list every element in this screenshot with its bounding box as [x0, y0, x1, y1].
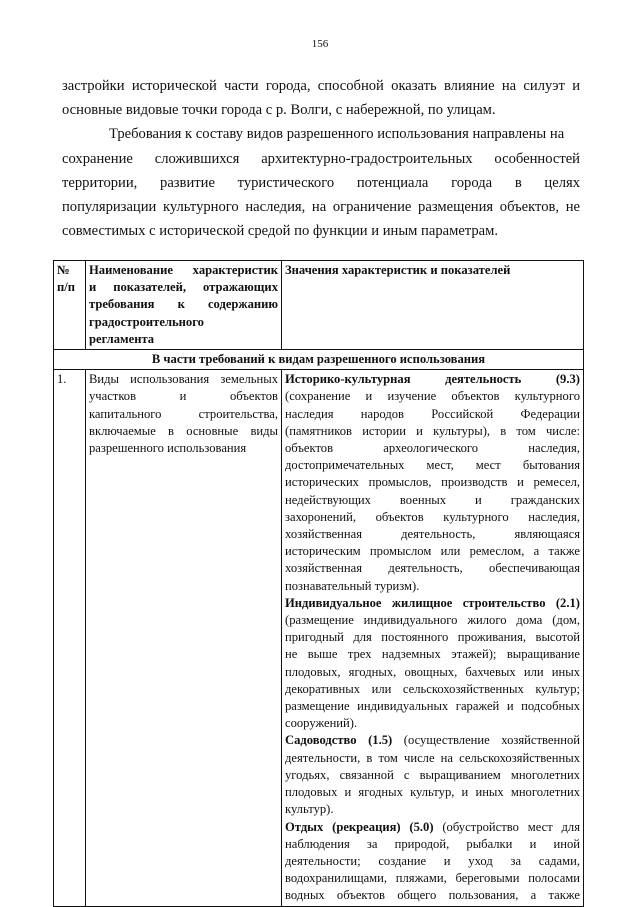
entry-title: Садоводство (1.5)	[285, 733, 393, 748]
entry-line: размещение индивидуальных гаражей и подсобных	[285, 699, 580, 714]
header-name-line: требования к содержанию	[89, 297, 278, 312]
entry-line: хозяйственная деятельность, обеспечивающая	[285, 561, 580, 576]
entry-line: (размещение индивидуального жилого дома (дом,	[285, 613, 580, 628]
entry-line: культур).	[285, 802, 334, 817]
entry-rest: (обустройство мест для	[433, 819, 580, 834]
entry-line: угодьях, связанной с выращиванием многолетних	[285, 767, 580, 782]
header-num	[54, 261, 86, 350]
row-name	[86, 370, 282, 906]
entry-line: достопримечательных мест, мест бытования	[285, 458, 580, 473]
entry-line: деятельности; создание и уход за садами,	[285, 853, 580, 868]
intro-line: основные видовые точки города с р. Волги, с набережной, по улицам.	[62, 102, 496, 118]
row-name-line: капитального строительства,	[89, 406, 278, 421]
row-name-line: участков и объектов	[89, 389, 278, 404]
intro-line: территории, развитие туристического потенциала города в целях	[62, 175, 580, 191]
header-values: Значения характеристик и показателей	[282, 261, 584, 350]
entry-first-line	[285, 819, 580, 836]
intro-line: застройки исторической части города, способной оказать влияние на силуэт и	[62, 78, 580, 94]
entry-line: деятельности, в том числе на сельскохозяйственных	[285, 750, 580, 765]
section-title: В части требований к видам разрешенного использования	[54, 350, 584, 370]
entry-line: водохранилищами, пляжами, береговыми полосами	[285, 871, 580, 886]
entry-line: не выше трех надземных этажей); выращивание	[285, 647, 580, 662]
intro-line: популяризации культурного наследия, на ограничение размещения объектов, не	[62, 199, 580, 215]
entry-line: захоронений, объектов культурного наследия,	[285, 509, 580, 524]
entry-line: историческим промыслом или ремеслом, а также	[285, 544, 580, 559]
header-name-line: Наименование характеристик	[89, 263, 278, 277]
header-num-line: п/п	[57, 280, 76, 295]
requirements-table	[53, 260, 584, 907]
entry-line: познавательный туризм).	[285, 578, 420, 593]
header-name-line: и показателей, отражающих	[89, 280, 278, 295]
intro-line: совместимых с исторической средой по функции и иным параметрам.	[62, 223, 499, 239]
row-name-line: Виды использования земельных	[89, 372, 278, 387]
entry-line: недействующих военных и гражданских	[285, 492, 580, 507]
header-name-line: градостроительного	[89, 314, 204, 329]
entry-title: Историко-культурная деятельность (9.3)	[285, 372, 580, 387]
entry-title: Индивидуальное жилищное строительство (2.1)	[285, 595, 580, 610]
header-num-line: №	[57, 263, 70, 277]
entry-line: хозяйственная деятельность, являющаяся	[285, 527, 580, 542]
table-header-row	[54, 261, 584, 350]
entry-line: плодовых, ягодных, овощных, бахчевых или иных	[285, 664, 580, 679]
entry-line: (памятников истории и культуры), в том числе:	[285, 423, 580, 438]
intro-line: Требования к составу видов разрешенного использования направлены на	[109, 126, 565, 142]
entry-first-line	[285, 732, 580, 749]
entry-line: наблюдения за природой, рыбалки и иной	[285, 836, 580, 851]
section-row	[54, 350, 584, 370]
page-number: 156	[311, 38, 329, 50]
entry-line: водных объектов общего пользования, а также	[285, 888, 580, 903]
row-name-line: включаемые в основные виды	[89, 423, 278, 438]
entry-line: сооружений).	[285, 716, 358, 731]
entry-title: Отдых (рекреация) (5.0)	[285, 819, 434, 834]
entry-line: исторических промыслов, производств и ремесел,	[285, 475, 580, 490]
entry-line: наследия народов Российской Федерации	[285, 406, 580, 421]
entry-line: (сохранение и изучение объектов культурного	[285, 389, 580, 404]
intro-line: сохранение сложившихся архитектурно-градостроительных особенностей	[62, 151, 580, 167]
row-num: 1.	[54, 370, 86, 906]
row-name-line: разрешенного использования	[89, 441, 247, 456]
entry-line: объектов археологического наследия,	[285, 441, 580, 456]
header-name-line: регламента	[89, 331, 155, 346]
entry-line: пригодный для постоянного проживания, высотой	[285, 630, 580, 645]
entry-line: плодовых и ягодных культур, и иных многолетних	[285, 785, 580, 800]
entry-rest: (осуществление хозяйственной	[392, 733, 580, 748]
table-row	[54, 370, 584, 906]
row-values	[282, 370, 584, 906]
entry-line: декоративных или сельскохозяйственных культур;	[285, 681, 580, 696]
header-name	[86, 261, 282, 350]
